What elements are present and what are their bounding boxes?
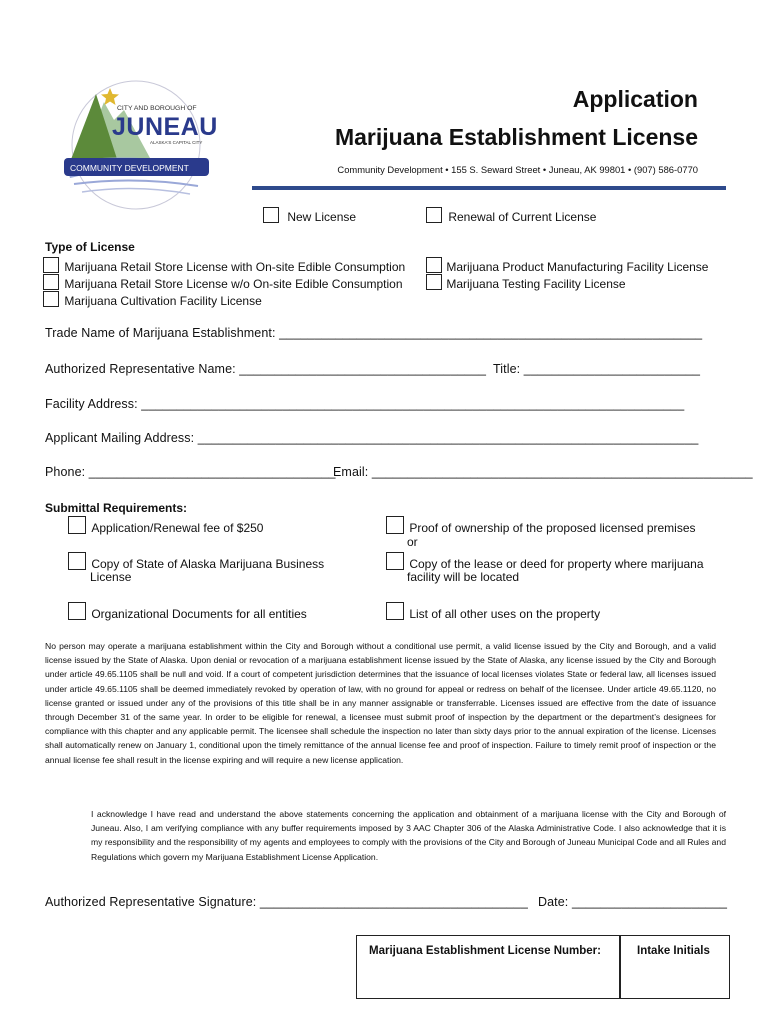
logo-line1: CITY AND BOROUGH OF bbox=[117, 105, 197, 112]
type-option-testing[interactable] bbox=[426, 274, 626, 291]
submittal-label: Copy of the lease or deed for property where marijuana bbox=[409, 557, 704, 571]
new-license-checkbox[interactable] bbox=[263, 207, 279, 223]
facility-address-field[interactable]: Facility Address: _____________________________________________________________________________ bbox=[45, 397, 685, 411]
submittal-checkbox[interactable] bbox=[68, 602, 86, 620]
type-checkbox[interactable] bbox=[43, 291, 59, 307]
type-option-cultivation[interactable] bbox=[43, 291, 262, 308]
email-field[interactable]: Email: ______________________________________________________ bbox=[333, 465, 753, 479]
submittal-checkbox[interactable] bbox=[386, 516, 404, 534]
submittal-checkbox[interactable] bbox=[68, 516, 86, 534]
license-number-label: Marijuana Establishment License Number: bbox=[369, 945, 601, 957]
submittal-checkbox[interactable] bbox=[386, 602, 404, 620]
logo-tagline: ALASKA'S CAPITAL CITY bbox=[150, 140, 203, 145]
new-license-option[interactable] bbox=[263, 207, 356, 224]
type-checkbox[interactable] bbox=[426, 274, 442, 290]
submittal-label: List of all other uses on the property bbox=[409, 607, 601, 621]
new-license-label: New License bbox=[287, 210, 357, 224]
page-title: Application bbox=[572, 86, 698, 112]
submittal-label: Copy of State of Alaska Marijuana Business bbox=[91, 557, 325, 571]
submittal-other-uses[interactable] bbox=[386, 602, 600, 621]
submittal-business-copy[interactable] bbox=[68, 552, 324, 571]
renewal-option[interactable] bbox=[426, 207, 596, 224]
submittal-label: Organizational Documents for all entities bbox=[91, 607, 307, 621]
submittal-or: or bbox=[407, 535, 418, 549]
submittal-fee[interactable] bbox=[68, 516, 263, 535]
signature-field[interactable]: Authorized Representative Signature: ______________________________________ bbox=[45, 895, 528, 909]
submittal-ownership[interactable] bbox=[386, 516, 696, 535]
type-checkbox[interactable] bbox=[43, 257, 59, 273]
intake-initials-label: Intake Initials bbox=[637, 945, 710, 957]
type-option-retail-no-onsite[interactable] bbox=[43, 274, 403, 291]
type-of-license-heading: Type of License bbox=[45, 240, 135, 254]
title-field[interactable]: Title: _________________________ bbox=[493, 362, 701, 376]
submittal-checkbox[interactable] bbox=[68, 552, 86, 570]
type-label: Marijuana Product Manufacturing Facility License bbox=[446, 260, 709, 274]
type-label: Marijuana Testing Facility License bbox=[446, 277, 626, 291]
type-label: Marijuana Retail Store License w/o On-site Edible Consumption bbox=[64, 277, 403, 291]
juneau-logo bbox=[52, 80, 220, 210]
type-option-manufacturing[interactable] bbox=[426, 257, 708, 274]
page-subtitle: Marijuana Establishment License bbox=[334, 124, 698, 150]
submittal-checkbox[interactable] bbox=[386, 552, 404, 570]
type-label: Marijuana Retail Store License with On-site Edible Consumption bbox=[64, 260, 406, 274]
submittal-label-cont: facility will be located bbox=[407, 570, 520, 584]
office-address: Community Development • 155 S. Seward Street • Juneau, AK 99801 • (907) 586-0770 bbox=[337, 164, 698, 175]
type-checkbox[interactable] bbox=[426, 257, 442, 273]
rep-name-field[interactable]: Authorized Representative Name: ___________________________________ bbox=[45, 362, 487, 376]
renewal-label: Renewal of Current License bbox=[448, 210, 597, 224]
mailing-address-field[interactable]: Applicant Mailing Address: _______________________________________________________________________ bbox=[45, 431, 699, 445]
submittal-org-docs[interactable] bbox=[68, 602, 307, 621]
submittal-heading: Submittal Requirements: bbox=[45, 501, 188, 515]
date-field[interactable]: Date: ______________________ bbox=[538, 895, 728, 909]
type-option-retail-onsite[interactable] bbox=[43, 257, 405, 274]
legal-notice: No person may operate a marijuana establishment within the City and Borough without a conditional use permit, a valid license issued by the City and Borough, and a valid license issued by the State of Alaska. Upon denial or revocation of a marijuana establishment license issued by the State of Alaska, any license issued by the City and Borough under article 49.65.1105 shall be null and void. If a court of competent jurisdiction determines that the issuance of local licenses violates State or federal law, all licenses issued under article 49.65.1105 shall be deemed immediately revoked by operation of law, with no ground for appeal or redress on behalf of the licensee. Under article 49.65.1120, no license granted or issued under any of the provisions of this title shall be in any manner assignable or transferrable. Licenses issued are effective from the date of issuance through December 31 of the same year. In order to be eligible for renewal, a licensee must submit proof of inspection by the department or the department’s designees for compliance with this chapter and any applicable permit. The licensee shall schedule the inspection no later than sixty days prior to the annual expiration of the license. Licenses shall automatically renew on January 1, conditional upon the timely remittance of the annual license fee and proof of inspection. Failure to timely remit proof of inspection or the annual license fee shall result in the license expiring and will require a new license application. bbox=[45, 641, 716, 765]
logo-dept: COMMUNITY DEVELOPMENT bbox=[70, 163, 189, 173]
submittal-lease[interactable] bbox=[386, 552, 704, 571]
submittal-label-cont: License bbox=[90, 570, 132, 584]
submittal-label: Application/Renewal fee of $250 bbox=[91, 521, 264, 535]
office-use-box bbox=[356, 935, 730, 999]
acknowledgement: I acknowledge I have read and understand the above statements concerning the application and obtainment of a marijuana license with the City and Borough of Juneau. Also, I am verifying compliance with any buffer requirements imposed by 3 AAC Chapter 306 of the Alaska Administrative Code. I also acknowledge that it is my responsibility and the responsibility of my agents and employees to comply with the provisions of the City and Borough of Juneau Municipal Code and all Rules and Regulations which govern my Marijuana Establishment License Application. bbox=[91, 809, 726, 862]
header-rule bbox=[252, 186, 726, 190]
renewal-checkbox[interactable] bbox=[426, 207, 442, 223]
trade-name-field[interactable]: Trade Name of Marijuana Establishment: ____________________________________________________________ bbox=[45, 326, 703, 340]
type-checkbox[interactable] bbox=[43, 274, 59, 290]
star-icon bbox=[101, 88, 119, 105]
type-label: Marijuana Cultivation Facility License bbox=[64, 294, 262, 308]
phone-field[interactable]: Phone: ___________________________________ bbox=[45, 465, 336, 479]
logo-name: JUNEAU bbox=[112, 113, 218, 141]
submittal-label: Proof of ownership of the proposed licensed premises bbox=[409, 521, 696, 535]
office-box-divider bbox=[619, 936, 621, 998]
